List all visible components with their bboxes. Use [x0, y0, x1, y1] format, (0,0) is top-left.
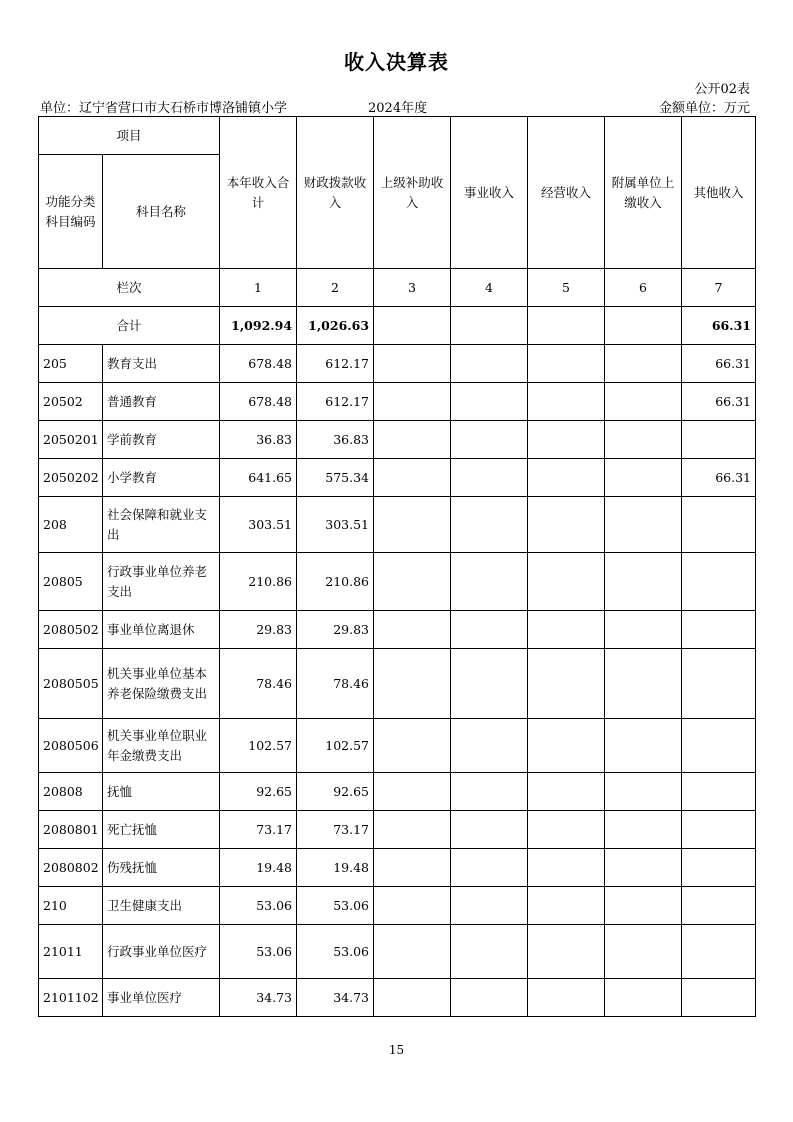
row-value: 36.83 [297, 421, 374, 459]
row-value [451, 459, 528, 497]
total-label: 合计 [39, 307, 220, 345]
row-code: 2101102 [39, 979, 103, 1017]
row-value [605, 649, 682, 719]
row-value [605, 979, 682, 1017]
header-code: 功能分类科目编码 [39, 155, 103, 269]
row-name: 学前教育 [103, 421, 220, 459]
row-value [682, 849, 756, 887]
row-value [682, 811, 756, 849]
row-value: 303.51 [220, 497, 297, 553]
row-code: 2080505 [39, 649, 103, 719]
total-value [374, 307, 451, 345]
row-value [605, 925, 682, 979]
row-value [528, 979, 605, 1017]
row-code: 210 [39, 887, 103, 925]
row-value: 92.65 [297, 773, 374, 811]
row-value [374, 979, 451, 1017]
row-value [374, 849, 451, 887]
row-value [451, 773, 528, 811]
row-value: 210.86 [220, 553, 297, 611]
row-value [451, 553, 528, 611]
header-col-2: 财政拨款收入 [297, 117, 374, 269]
col-num-1: 1 [220, 269, 297, 307]
row-value: 78.46 [297, 649, 374, 719]
table-row [39, 553, 756, 611]
row-value: 92.65 [220, 773, 297, 811]
row-value [374, 345, 451, 383]
row-value [605, 345, 682, 383]
row-value [451, 719, 528, 773]
table-row [39, 811, 756, 849]
row-code: 20808 [39, 773, 103, 811]
row-value [528, 649, 605, 719]
income-table [38, 116, 756, 1017]
row-value: 66.31 [682, 383, 756, 421]
row-label: 栏次 [39, 269, 220, 307]
row-value [528, 345, 605, 383]
row-value [528, 421, 605, 459]
row-value [528, 849, 605, 887]
row-value [682, 611, 756, 649]
reporting-unit: 单位：辽宁省营口市大石桥市博洛铺镇小学 [40, 101, 288, 116]
row-value [374, 719, 451, 773]
row-value [451, 611, 528, 649]
row-value: 612.17 [297, 383, 374, 421]
total-value [528, 307, 605, 345]
header-name: 科目名称 [103, 155, 220, 269]
row-value [374, 497, 451, 553]
row-value: 53.06 [297, 925, 374, 979]
row-value [682, 649, 756, 719]
row-name: 机关事业单位职业年金缴费支出 [103, 719, 220, 773]
table-header [39, 117, 756, 345]
row-value: 210.86 [297, 553, 374, 611]
row-name: 机关事业单位基本养老保险缴费支出 [103, 649, 220, 719]
row-value: 575.34 [297, 459, 374, 497]
row-value: 29.83 [297, 611, 374, 649]
row-value [682, 887, 756, 925]
row-value: 19.48 [220, 849, 297, 887]
row-name: 死亡抚恤 [103, 811, 220, 849]
row-value [528, 553, 605, 611]
total-value: 1,092.94 [220, 307, 297, 345]
col-num-6: 6 [605, 269, 682, 307]
row-value [605, 459, 682, 497]
row-value [451, 649, 528, 719]
row-name: 行政事业单位医疗 [103, 925, 220, 979]
row-value [528, 459, 605, 497]
row-value [374, 887, 451, 925]
row-value: 73.17 [220, 811, 297, 849]
row-value: 53.06 [220, 925, 297, 979]
table-row [39, 925, 756, 979]
row-code: 20502 [39, 383, 103, 421]
row-value [374, 459, 451, 497]
table-row [39, 345, 756, 383]
header-item: 项目 [39, 117, 220, 155]
page-number: 15 [388, 1043, 405, 1057]
row-value [682, 925, 756, 979]
row-code: 2080802 [39, 849, 103, 887]
row-value [374, 773, 451, 811]
row-name: 事业单位医疗 [103, 979, 220, 1017]
row-value: 73.17 [297, 811, 374, 849]
table-row [39, 773, 756, 811]
row-name: 抚恤 [103, 773, 220, 811]
row-name: 小学教育 [103, 459, 220, 497]
row-value [682, 497, 756, 553]
row-value [528, 719, 605, 773]
row-value [605, 553, 682, 611]
row-value: 29.83 [220, 611, 297, 649]
col-num-4: 4 [451, 269, 528, 307]
row-name: 行政事业单位养老支出 [103, 553, 220, 611]
table-row [39, 887, 756, 925]
row-value [528, 925, 605, 979]
row-value [451, 497, 528, 553]
table-body [39, 345, 756, 1017]
header-col-7: 其他收入 [682, 117, 756, 269]
row-value [451, 887, 528, 925]
row-value: 34.73 [297, 979, 374, 1017]
col-num-7: 7 [682, 269, 756, 307]
table-row [39, 849, 756, 887]
row-value: 19.48 [297, 849, 374, 887]
table-row [39, 649, 756, 719]
row-value [528, 887, 605, 925]
row-value: 53.06 [220, 887, 297, 925]
row-value [451, 925, 528, 979]
row-value [374, 811, 451, 849]
row-value [374, 383, 451, 421]
row-value [682, 773, 756, 811]
total-value [451, 307, 528, 345]
row-value: 102.57 [220, 719, 297, 773]
row-value: 78.46 [220, 649, 297, 719]
row-code: 2080506 [39, 719, 103, 773]
row-value [451, 345, 528, 383]
row-value [605, 849, 682, 887]
row-value [605, 421, 682, 459]
row-value: 303.51 [297, 497, 374, 553]
row-code: 2050201 [39, 421, 103, 459]
col-num-2: 2 [297, 269, 374, 307]
row-value: 641.65 [220, 459, 297, 497]
total-value [605, 307, 682, 345]
total-row [39, 307, 756, 345]
amount-unit: 金额单位：万元 [658, 101, 750, 116]
table-row [39, 497, 756, 553]
fiscal-year: 2024年度 [368, 101, 428, 116]
row-name: 伤残抚恤 [103, 849, 220, 887]
header-col-4: 事业收入 [451, 117, 528, 269]
row-value: 53.06 [297, 887, 374, 925]
row-value [451, 383, 528, 421]
row-code: 21011 [39, 925, 103, 979]
row-value [605, 383, 682, 421]
row-value [528, 497, 605, 553]
header-col-3: 上级补助收入 [374, 117, 451, 269]
row-name: 教育支出 [103, 345, 220, 383]
row-value [451, 811, 528, 849]
row-value: 66.31 [682, 459, 756, 497]
row-name: 事业单位离退休 [103, 611, 220, 649]
page-title: 收入决算表 [344, 50, 449, 74]
row-value [528, 773, 605, 811]
row-value: 678.48 [220, 383, 297, 421]
row-value: 66.31 [682, 345, 756, 383]
row-value [528, 611, 605, 649]
row-code: 2080502 [39, 611, 103, 649]
row-value [605, 773, 682, 811]
table-row [39, 611, 756, 649]
row-value [451, 849, 528, 887]
row-value [374, 421, 451, 459]
row-value [682, 719, 756, 773]
row-value [605, 611, 682, 649]
row-name: 卫生健康支出 [103, 887, 220, 925]
table-row [39, 459, 756, 497]
row-value: 102.57 [297, 719, 374, 773]
col-num-5: 5 [528, 269, 605, 307]
row-value [528, 383, 605, 421]
row-value [605, 497, 682, 553]
row-value [605, 887, 682, 925]
row-code: 2080801 [39, 811, 103, 849]
header-col-6: 附属单位上缴收入 [605, 117, 682, 269]
row-value [682, 421, 756, 459]
header-col-5: 经营收入 [528, 117, 605, 269]
row-value: 34.73 [220, 979, 297, 1017]
total-value: 66.31 [682, 307, 756, 345]
row-value [451, 979, 528, 1017]
table-row [39, 383, 756, 421]
row-value [374, 649, 451, 719]
row-name: 社会保障和就业支出 [103, 497, 220, 553]
header-col-1: 本年收入合计 [220, 117, 297, 269]
row-value [605, 719, 682, 773]
row-value [605, 811, 682, 849]
row-value [374, 925, 451, 979]
row-value [451, 421, 528, 459]
row-value: 36.83 [220, 421, 297, 459]
row-code: 2050202 [39, 459, 103, 497]
row-code: 208 [39, 497, 103, 553]
row-code: 205 [39, 345, 103, 383]
table-row [39, 719, 756, 773]
row-name: 普通教育 [103, 383, 220, 421]
table-row [39, 421, 756, 459]
row-code: 20805 [39, 553, 103, 611]
row-value: 612.17 [297, 345, 374, 383]
table-row [39, 979, 756, 1017]
row-value [374, 611, 451, 649]
row-value [374, 553, 451, 611]
form-number: 公开02表 [694, 82, 750, 97]
total-value: 1,026.63 [297, 307, 374, 345]
row-value [682, 553, 756, 611]
row-value [682, 979, 756, 1017]
col-num-3: 3 [374, 269, 451, 307]
row-value [528, 811, 605, 849]
row-value: 678.48 [220, 345, 297, 383]
